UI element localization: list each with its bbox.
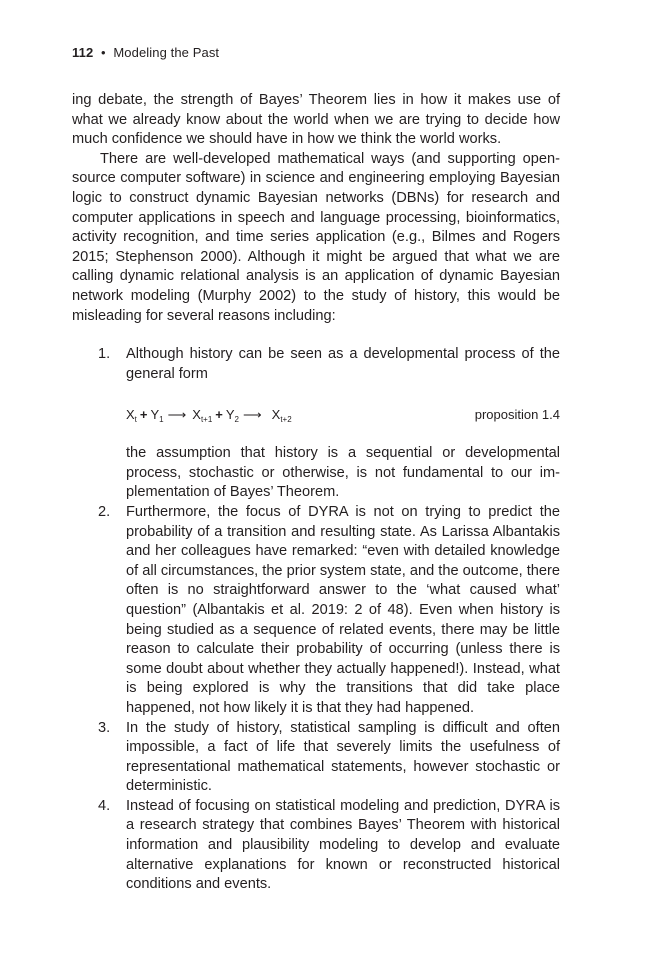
body-text [72,91,560,326]
arrow-icon: ⟶ [167,407,187,423]
list-number: 2. [98,503,111,520]
list-item-text [126,345,560,503]
list-item [72,345,560,503]
list-number: 3. [98,719,111,736]
list-item [72,503,560,719]
list-item [72,719,560,797]
running-title: Modeling the Past [113,45,220,60]
paragraph-continued: ing debate, the strength of Bayes’ Theorem lies in how it makes use of what we already know about the world when we are trying to decide how much confidence we should have in how we think the world works. [72,92,560,148]
paragraph: There are well-developed mathematical ways (and supporting open-source computer software) in science and engineering employing Bayesian logic to construct dynamic Bayesian networks (DBNs) for research and computer applications in speech and language processing, bioinformatics, activity recognition, and time series application (e.g., Bilmes and Rogers 2015; Stephenson 2000). Although it might be argued that what we are calling dynamic relational analysis is an application of dynamic Bayesian network modeling (Murphy 2002) to the study of history, this would be misleading for several reasons including: [72,150,560,324]
list-item-text-before: Although history can be seen as a developmental process of the general form [126,346,560,382]
list-item-text-after: the assumption that history is a sequential or developmental process, stochastic or otherwise, is not fundamental to our implementation of Bayes’ Theorem. [126,445,560,501]
formula: $X_t + Y_1$ ⟶ $X_{t+1} + Y_2$ ⟶ $X_{t+2}$ [126,407,292,425]
running-head [72,45,219,60]
arrow-icon: ⟶ [243,407,262,423]
list-item [72,797,560,895]
list-item-text: In the study of history, statistical sampling is difficult and often impossible, a fact of life that severely limits the usefulness of representational mathematical statements, however stochastic or deterministic. [126,719,560,795]
header-separator: • [101,45,106,60]
list-item-text: Instead of focusing on statistical modeling and prediction, DYRA is a research strategy that combines Bayes’ Theorem with historical information and plausibility modeling to develop and evaluate alternative explanations for known or reconstructed historical conditions and events. [126,797,560,893]
list-number: 4. [98,797,111,814]
formula-row [126,405,560,425]
list-item-text: Furthermore, the focus of DYRA is not on trying to predict the probability of a transition and resulting state. As Larissa Albantakis and her colleagues have remarked: “even with detailed knowledge of all circumstances, the prior system state, and the outcome, there often is no straightforward answer to the ‘what caused what’ question” (Albantakis et al. 2019: 2 of 48). Even when history is being studied as a sequence of related events, there may be little reason to calculate their probability of occurring (unless there is some doubt about whether they actually happened!). Instead, what is being explored is why the transitions that did take place happened, not how likely it is that they had happened. [126,503,560,716]
proposition-label: proposition 1.4 [474,407,560,423]
numbered-list [72,345,560,895]
page-number: 112 [72,45,94,60]
list-number: 1. [98,346,111,362]
